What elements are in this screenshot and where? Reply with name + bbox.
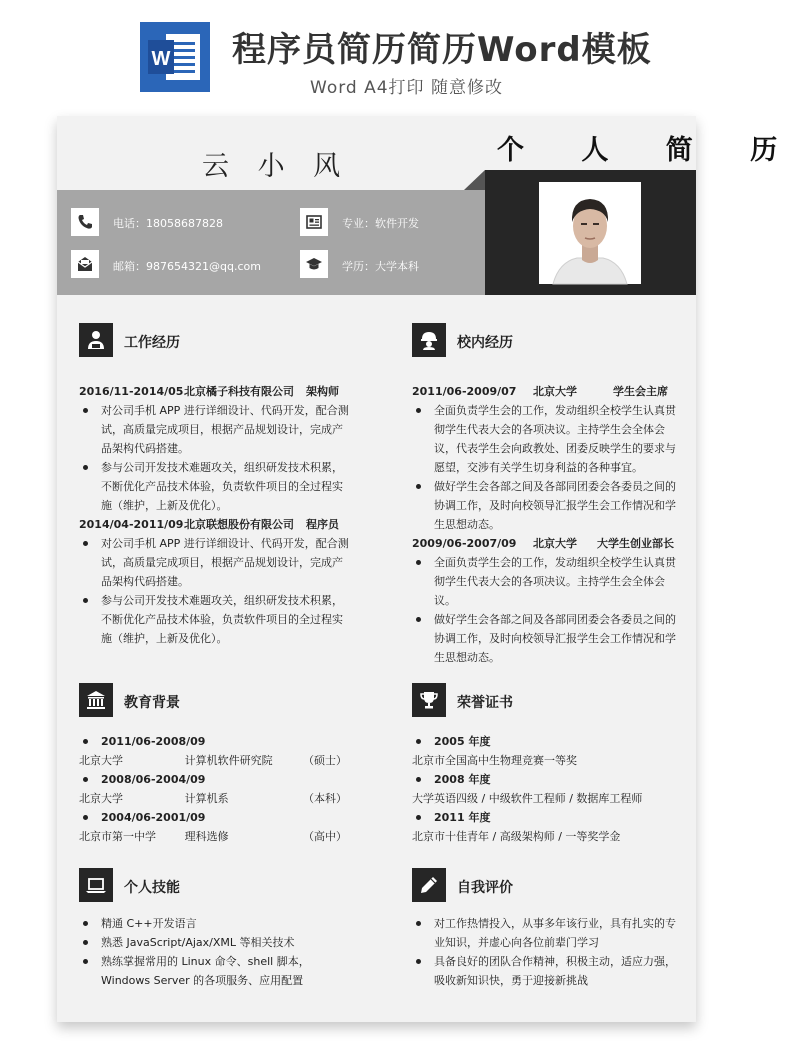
campus-role: 学生会主席	[613, 385, 668, 398]
laptop-icon	[79, 868, 113, 902]
education-row	[79, 827, 347, 846]
education-school: 北京大学	[79, 754, 123, 767]
education-major: 计算机系	[184, 792, 229, 805]
job-role: 程序员	[306, 518, 339, 531]
school-building-icon	[79, 683, 113, 717]
honor-year: 2005 年度	[412, 732, 687, 751]
education-list	[79, 732, 347, 846]
honor-detail: 北京市全国高中生物理竞赛一等奖	[412, 754, 577, 767]
work-experience	[79, 382, 351, 648]
education-major: 计算机软件研究院	[184, 754, 273, 767]
education-major: 理科选修	[184, 830, 229, 843]
skill-item: 熟练掌握常用的 Linux 命令、shell 脚本，Windows Server 的各项服务、应用配置	[79, 952, 351, 990]
section-title-campus: 校内经历	[457, 335, 513, 351]
campus-period: 2011/06-2009/07	[412, 385, 517, 398]
campus-role: 大学生创业部长	[597, 537, 674, 550]
section-title-work: 工作经历	[124, 335, 180, 351]
education-period: 2008/06-2004/09	[79, 770, 347, 789]
skill-item: 精通 C++开发语言	[79, 914, 351, 933]
word-logo-icon	[140, 22, 210, 92]
newspaper-icon	[300, 208, 328, 236]
job-bullet: 对公司手机 APP 进行详细设计、代码开发，配合测试，高质量完成项目，根据产品规划设计，完成产品架构代码搭建。	[79, 534, 351, 591]
phone-icon	[71, 208, 99, 236]
skill-item: 熟悉 JavaScript/Ajax/XML 等相关技术	[79, 933, 351, 952]
job-period: 2016/11-2014/05	[79, 385, 184, 398]
job-company: 北京橘子科技有限公司	[184, 385, 294, 398]
contact-band	[57, 190, 485, 295]
campus-bullet: 做好学生会各部之间及各部同团委会各委员之间的协调工作，及时向校领导汇报学生会工作情况和学生思想动态。	[412, 477, 684, 534]
campus-bullet: 做好学生会各部之间及各部同团委会各委员之间的协调工作，及时向校领导汇报学生会工作情况和学生思想动态。	[412, 610, 684, 667]
helmet-icon	[412, 323, 446, 357]
resume-sheet	[57, 116, 801, 1022]
job-bullet: 对公司手机 APP 进行详细设计、代码开发，配合测试，高质量完成项目，根据产品规划设计，完成产品架构代码搭建。	[79, 401, 351, 458]
job-header	[79, 382, 351, 401]
honor-year: 2008 年度	[412, 770, 687, 789]
honor-detail: 北京市十佳青年 / 高级架构师 / 一等奖学金	[412, 830, 621, 843]
job-period: 2014/04-2011/09	[79, 518, 184, 531]
trophy-icon	[412, 683, 446, 717]
job-header	[79, 515, 351, 534]
skills-list	[79, 914, 351, 990]
education-degree: （本科）	[303, 792, 347, 805]
section-title-evaluation: 自我评价	[457, 880, 513, 896]
honor-detail: 大学英语四级 / 中级软件工程师 / 数据库工程师	[412, 792, 643, 805]
education-row	[79, 789, 347, 808]
education-school: 北京大学	[79, 792, 123, 805]
campus-bullet: 全面负责学生会的工作，发动组织全校学生认真贯彻学生代表大会的各项决议。主持学生会全体会议。	[412, 553, 684, 610]
graduation-cap-icon	[300, 250, 328, 278]
education-period: 2004/06-2001/09	[79, 808, 347, 827]
evaluation-item: 对工作热情投入，从事多年该行业，具有扎实的专业知识，并虚心向各位前辈门学习	[412, 914, 684, 952]
section-title-honors: 荣誉证书	[457, 695, 513, 711]
job-role: 架构师	[306, 385, 339, 398]
resume-title: 个 人 简 历	[497, 135, 801, 166]
education-school: 北京市第一中学	[79, 830, 156, 843]
avatar	[539, 182, 641, 284]
resume-name: 云 小 风	[202, 151, 351, 182]
corner-decoration	[464, 170, 485, 190]
honor-year: 2011 年度	[412, 808, 687, 827]
page-title: 程序员简历简历Word模板	[232, 30, 652, 70]
campus-bullet: 全面负责学生会的工作，发动组织全校学生认真贯彻学生代表大会的各项决议。主持学生会全体会议，代表学生会向政教处、团委反映学生的要求与愿望，交涉有关学生切身利益的各种事宜。	[412, 401, 684, 477]
campus-header	[412, 534, 684, 553]
phone-text: 电话：18058687828	[113, 217, 223, 230]
section-title-skills: 个人技能	[124, 880, 180, 896]
job-bullet: 参与公司开发技术难题攻关，组织研发技术积累，不断优化产品技术体验，负责软件项目的全过程实施（维护，上新及优化）。	[79, 458, 351, 515]
campus-experience	[412, 382, 684, 667]
job-bullet: 参与公司开发技术难题攻关，组织研发技术积累，不断优化产品技术体验，负责软件项目的全过程实施（维护，上新及优化）。	[79, 591, 351, 648]
education-degree: （高中）	[303, 830, 347, 843]
education-period: 2011/06-2008/09	[79, 732, 347, 751]
worker-icon	[79, 323, 113, 357]
education-degree: （硕士）	[303, 754, 347, 767]
campus-period: 2009/06-2007/09	[412, 537, 517, 550]
honors-list	[412, 732, 687, 846]
email-text: 邮箱：987654321@qq.com	[113, 260, 261, 273]
evaluation-item: 具备良好的团队合作精神，积极主动，适应力强，吸收新知识快，勇于迎接新挑战	[412, 952, 684, 990]
education-row	[79, 751, 347, 770]
page-subtitle: Word A4打印 随意修改	[310, 78, 503, 98]
campus-org: 北京大学	[533, 385, 577, 398]
section-title-education: 教育背景	[124, 695, 180, 711]
job-company: 北京联想股份有限公司	[184, 518, 294, 531]
email-icon	[71, 250, 99, 278]
education-text: 学历：大学本科	[342, 260, 419, 273]
campus-header	[412, 382, 684, 401]
major-text: 专业：软件开发	[342, 217, 419, 230]
pencil-icon	[412, 868, 446, 902]
svg-text:W: W	[151, 48, 171, 70]
evaluation-list	[412, 914, 684, 990]
campus-org: 北京大学	[533, 537, 577, 550]
